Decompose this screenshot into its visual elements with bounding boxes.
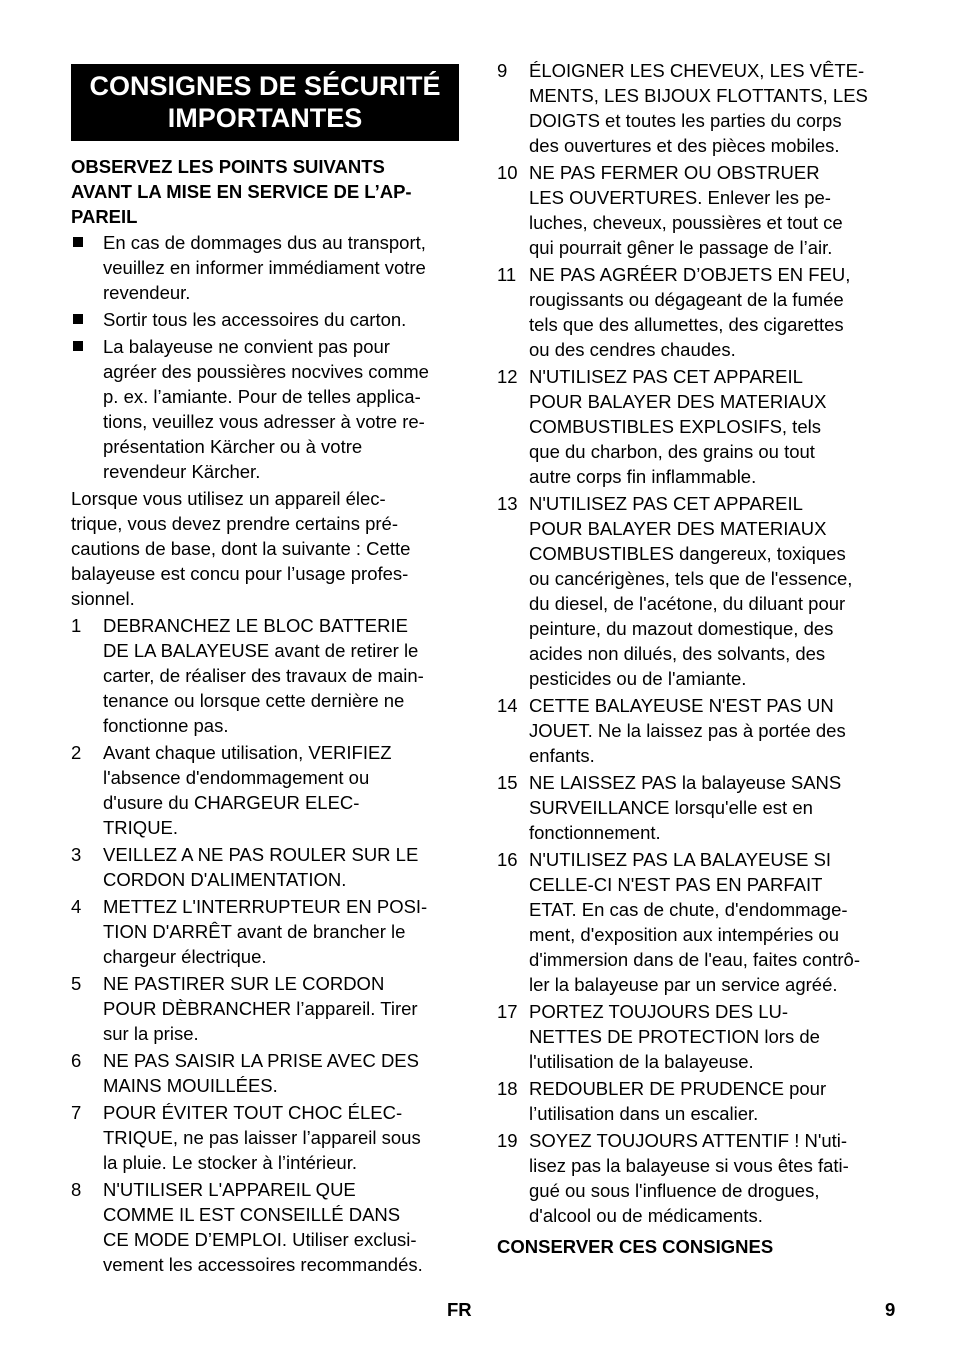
item-text-line: gué ou sous l'influence de drogues, bbox=[529, 1180, 820, 1201]
item-number: 14 bbox=[497, 695, 518, 716]
item-text-line: Avant chaque utilisation, VERIFIEZ bbox=[103, 742, 392, 763]
item-text-line: ÉLOIGNER LES CHEVEUX, LES VÊTE- bbox=[529, 60, 865, 81]
item-text-line: autre corps fin inflammable. bbox=[529, 466, 757, 487]
item-number: 1 bbox=[71, 615, 82, 636]
intro-line: sionnel. bbox=[71, 588, 135, 609]
item-text-line: DE LA BALAYEUSE avant de retirer le bbox=[103, 640, 419, 661]
numbered-item bbox=[71, 1048, 459, 1098]
item-text-line: TRIQUE, ne pas laisser l’appareil sous bbox=[103, 1127, 421, 1148]
numbered-item bbox=[71, 842, 459, 892]
numbered-item bbox=[497, 1076, 887, 1126]
subheading-line: AVANT LA MISE EN SERVICE DE L’AP- bbox=[71, 181, 412, 202]
item-text-line: tenance ou lorsque cette dernière ne bbox=[103, 690, 405, 711]
item-number: 15 bbox=[497, 772, 518, 793]
item-text-line: d'immersion dans de l'eau, faites contrô- bbox=[529, 949, 860, 970]
numbered-list-right bbox=[497, 58, 887, 1228]
item-text-line: d'alcool ou de médicaments. bbox=[529, 1205, 763, 1226]
item-text-line: ou des cendres chaudes. bbox=[529, 339, 736, 360]
bullet-square-icon bbox=[73, 237, 83, 247]
item-number: 17 bbox=[497, 1001, 518, 1022]
item-number: 10 bbox=[497, 162, 518, 183]
item-text-line: des ouvertures et des pièces mobiles. bbox=[529, 135, 840, 156]
numbered-item bbox=[497, 847, 887, 997]
item-number: 16 bbox=[497, 849, 518, 870]
item-text-line: carter, de réaliser des travaux de main- bbox=[103, 665, 424, 686]
item-number: 2 bbox=[71, 742, 82, 763]
numbered-item bbox=[71, 971, 459, 1046]
item-text-line: du diesel, de l'acétone, du diluant pour bbox=[529, 593, 846, 614]
item-text-line: fonctionnement. bbox=[529, 822, 661, 843]
item-text-line: la pluie. Le stocker à l’intérieur. bbox=[103, 1152, 357, 1173]
item-text-line: CETTE BALAYEUSE N'EST PAS UN bbox=[529, 695, 834, 716]
bullet-item bbox=[71, 307, 459, 332]
bullet-item bbox=[71, 230, 459, 305]
numbered-item bbox=[497, 491, 887, 691]
numbered-list-left bbox=[71, 613, 459, 1277]
numbered-item bbox=[71, 740, 459, 840]
item-text-line: l'absence d'endommagement ou bbox=[103, 767, 370, 788]
item-number: 5 bbox=[71, 973, 82, 994]
item-number: 18 bbox=[497, 1078, 518, 1099]
item-text-line: DEBRANCHEZ LE BLOC BATTERIE bbox=[103, 615, 408, 636]
item-text-line: fonctionne pas. bbox=[103, 715, 229, 736]
right-column bbox=[497, 58, 887, 1259]
item-text-line: POUR ÉVITER TOUT CHOC ÉLEC- bbox=[103, 1102, 403, 1123]
item-number: 6 bbox=[71, 1050, 82, 1071]
numbered-item bbox=[497, 160, 887, 260]
item-text-line: l’utilisation dans un escalier. bbox=[529, 1103, 759, 1124]
numbered-item bbox=[497, 999, 887, 1074]
item-text-line: peinture, du mazout domestique, des bbox=[529, 618, 834, 639]
numbered-item bbox=[71, 1177, 459, 1277]
item-text-line: qui pourrait gêner le passage de l’air. bbox=[529, 237, 833, 258]
bullet-text-line: La balayeuse ne convient pas pour bbox=[103, 336, 390, 357]
bullet-text-line: agréer des poussières nocvives comme bbox=[103, 361, 429, 382]
item-text-line: luches, cheveux, poussières et tout ce bbox=[529, 212, 843, 233]
bullet-text-line: En cas de dommages dus au transport, bbox=[103, 232, 426, 253]
item-text-line: rougissants ou dégageant de la fumée bbox=[529, 289, 844, 310]
subheading-line: OBSERVEZ LES POINTS SUIVANTS bbox=[71, 156, 385, 177]
item-text-line: l'utilisation de la balayeuse. bbox=[529, 1051, 754, 1072]
bullet-square-icon bbox=[73, 341, 83, 351]
item-text-line: MENTS, LES BIJOUX FLOTTANTS, LES bbox=[529, 85, 868, 106]
item-text-line: COMME IL EST CONSEILLÉ DANS bbox=[103, 1204, 401, 1225]
item-text-line: POUR BALAYER DES MATERIAUX bbox=[529, 518, 827, 539]
numbered-item bbox=[497, 58, 887, 158]
item-text-line: pesticides ou de l'amiante. bbox=[529, 668, 747, 689]
numbered-item bbox=[497, 1128, 887, 1228]
subheading-line: PAREIL bbox=[71, 206, 138, 227]
item-text-line: PORTEZ TOUJOURS DES LU- bbox=[529, 1001, 789, 1022]
numbered-item bbox=[497, 364, 887, 489]
item-text-line: N'UTILISEZ PAS CET APPAREIL bbox=[529, 366, 803, 387]
item-text-line: vement les accessoires recommandés. bbox=[103, 1254, 423, 1275]
footer-language: FR bbox=[447, 1299, 472, 1320]
bullet-text-line: revendeur. bbox=[103, 282, 191, 303]
item-text-line: lisez pas la balayeuse si vous êtes fati- bbox=[529, 1155, 849, 1176]
bullet-text-line: veuillez en informer immédiament votre bbox=[103, 257, 426, 278]
item-number: 7 bbox=[71, 1102, 82, 1123]
item-number: 4 bbox=[71, 896, 82, 917]
intro-line: balayeuse est concu pour l’usage profes- bbox=[71, 563, 409, 584]
item-number: 9 bbox=[497, 60, 508, 81]
intro-line: trique, vous devez prendre certains pré- bbox=[71, 513, 399, 534]
title-line: CONSIGNES DE SÉCURITÉ bbox=[89, 71, 441, 101]
item-text-line: N'UTILISEZ PAS CET APPAREIL bbox=[529, 493, 803, 514]
item-text-line: CE MODE D’EMPLOI. Utiliser exclusi- bbox=[103, 1229, 417, 1250]
item-text-line: N'UTILISER L'APPAREIL QUE bbox=[103, 1179, 356, 1200]
bullet-item bbox=[71, 334, 459, 484]
item-text-line: MAINS MOUILLÉES. bbox=[103, 1075, 278, 1096]
left-column bbox=[71, 58, 459, 1279]
item-text-line: ou cancérigènes, tels que de l'essence, bbox=[529, 568, 853, 589]
item-text-line: NE LAISSEZ PAS la balayeuse SANS bbox=[529, 772, 842, 793]
item-text-line: POUR DÈBRANCHER l’appareil. Tirer bbox=[103, 998, 418, 1019]
item-text-line: ler la balayeuse par un service agréé. bbox=[529, 974, 838, 995]
item-number: 11 bbox=[497, 264, 517, 285]
bullet-text-line: présentation Kärcher ou à votre bbox=[103, 436, 363, 457]
numbered-item bbox=[71, 894, 459, 969]
item-text-line: COMBUSTIBLES EXPLOSIFS, tels bbox=[529, 416, 821, 437]
item-text-line: CELLE-CI N'EST PAS EN PARFAIT bbox=[529, 874, 823, 895]
item-number: 3 bbox=[71, 844, 82, 865]
item-text-line: TRIQUE. bbox=[103, 817, 179, 838]
bullet-text-line: p. ex. l’amiante. Pour de telles applica- bbox=[103, 386, 421, 407]
numbered-item bbox=[497, 262, 887, 362]
item-number: 19 bbox=[497, 1130, 518, 1151]
numbered-item bbox=[497, 693, 887, 768]
item-text-line: REDOUBLER DE PRUDENCE pour bbox=[529, 1078, 827, 1099]
numbered-item bbox=[71, 1100, 459, 1175]
bullet-square-icon bbox=[73, 314, 83, 324]
item-text-line: NETTES DE PROTECTION lors de bbox=[529, 1026, 820, 1047]
item-text-line: ETAT. En cas de chute, d'endommage- bbox=[529, 899, 848, 920]
item-text-line: sur la prise. bbox=[103, 1023, 199, 1044]
item-number: 12 bbox=[497, 366, 518, 387]
item-text-line: CORDON D'ALIMENTATION. bbox=[103, 869, 347, 890]
item-text-line: NE PASTIRER SUR LE CORDON bbox=[103, 973, 385, 994]
numbered-item bbox=[497, 770, 887, 845]
bullet-text-line: tions, veuillez vous adresser à votre re- bbox=[103, 411, 425, 432]
item-number: 8 bbox=[71, 1179, 82, 1200]
item-text-line: SURVEILLANCE lorsqu'elle est en bbox=[529, 797, 813, 818]
bullet-list bbox=[71, 230, 459, 484]
intro-paragraph bbox=[71, 486, 459, 611]
item-text-line: DOIGTS et toutes les parties du corps bbox=[529, 110, 842, 131]
item-text-line: COMBUSTIBLES dangereux, toxiques bbox=[529, 543, 846, 564]
item-text-line: POUR BALAYER DES MATERIAUX bbox=[529, 391, 827, 412]
item-text-line: LES OUVERTURES. Enlever les pe- bbox=[529, 187, 831, 208]
item-text-line: acides non dilués, des solvants, des bbox=[529, 643, 826, 664]
closing-heading: CONSERVER CES CONSIGNES bbox=[497, 1236, 774, 1257]
item-number: 13 bbox=[497, 493, 518, 514]
item-text-line: chargeur électrique. bbox=[103, 946, 267, 967]
item-text-line: N'UTILISEZ PAS LA BALAYEUSE SI bbox=[529, 849, 832, 870]
item-text-line: NE PAS SAISIR LA PRISE AVEC DES bbox=[103, 1050, 419, 1071]
intro-line: Lorsque vous utilisez un appareil élec- bbox=[71, 488, 386, 509]
item-text-line: SOYEZ TOUJOURS ATTENTIF ! N'uti- bbox=[529, 1130, 848, 1151]
item-text-line: TION D'ARRÊT avant de brancher le bbox=[103, 921, 406, 942]
item-text-line: ment, d'exposition aux intempéries ou bbox=[529, 924, 839, 945]
item-text-line: tels que des allumettes, des cigarettes bbox=[529, 314, 844, 335]
bullet-text-line: Sortir tous les accessoires du carton. bbox=[103, 309, 407, 330]
subheading bbox=[71, 154, 459, 229]
item-text-line: enfants. bbox=[529, 745, 595, 766]
item-text-line: d'usure du CHARGEUR ELEC- bbox=[103, 792, 360, 813]
item-text-line: JOUET. Ne la laissez pas à portée des bbox=[529, 720, 846, 741]
item-text-line: VEILLEZ A NE PAS ROULER SUR LE bbox=[103, 844, 419, 865]
numbered-item bbox=[71, 613, 459, 738]
bullet-text-line: revendeur Kärcher. bbox=[103, 461, 261, 482]
item-text-line: NE PAS AGRÉER D’OBJETS EN FEU, bbox=[529, 264, 851, 285]
item-text-line: METTEZ L'INTERRUPTEUR EN POSI- bbox=[103, 896, 428, 917]
page-number: 9 bbox=[885, 1299, 896, 1320]
section-title bbox=[71, 64, 459, 141]
intro-line: cautions de base, dont la suivante : Cette bbox=[71, 538, 411, 559]
item-text-line: que du charbon, des grains ou tout bbox=[529, 441, 815, 462]
item-text-line: NE PAS FERMER OU OBSTRUER bbox=[529, 162, 820, 183]
title-line: IMPORTANTES bbox=[167, 103, 363, 133]
